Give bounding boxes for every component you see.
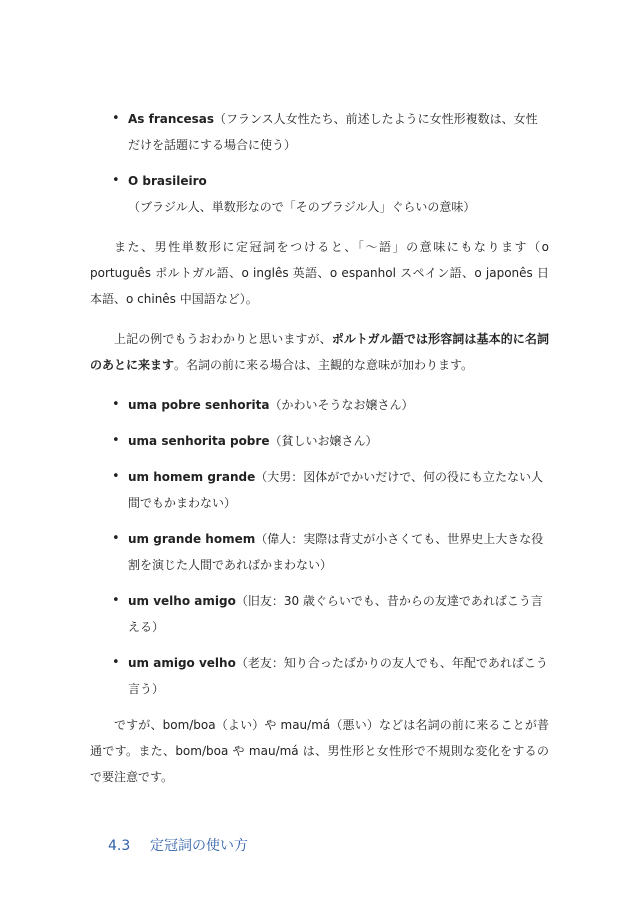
bullet-icon: • [112,593,120,608]
bullet-icon: • [112,397,120,412]
section-title: 定冠詞の使い方 [150,838,248,854]
list-item [90,392,549,418]
section-number: 4.3 [108,838,131,854]
list-item [90,464,549,516]
paragraph-bom-mau: ですが、bom/boa（よい）や mau/má（悪い）などは名詞の前に来ることが普通です。また、bom/boa や mau/má は、男性形と女性形で不規則な変化をするので要注意です。 [90,718,549,784]
list-item [90,526,549,578]
list-item [90,168,549,220]
example-description: （旧友：30 歳ぐらいでも、昔からの友達であればこう言える） [128,594,543,634]
example-description: （フランス人女性たち、前述したように女性形複数は、女性だけを話題にする場合に使う） [128,112,538,152]
paragraph-language-names: また、男性単数形に定冠詞をつけると、「～語」の意味にもなります（o português ポルトガル語、o inglês 英語、o espanhol スペイン語、o japonês 日本語、o chinês 中国語など）。 [90,240,549,306]
bullet-icon: • [112,655,120,670]
paragraph-adjective-position [90,326,549,378]
example-term: uma pobre senhorita [128,398,270,412]
paragraph-emphasis: ポルトガル語では形容詞は基本的に名詞のあとに来ます [90,332,549,372]
bullet-icon: • [112,531,120,546]
example-description: （貧しいお嬢さん） [269,434,378,448]
example-term: um homem grande [128,470,256,484]
bullet-icon: • [112,173,120,188]
example-term: O brasileiro [128,174,207,188]
list-item [90,428,549,454]
example-term: As francesas [128,112,215,126]
example-term: um grande homem [128,532,256,546]
paragraph-text: 。名詞の前に来る場合は、主観的な意味が加わります。 [174,358,474,372]
example-term: um velho amigo [128,594,236,608]
list-item [90,106,549,158]
example-description: （大男：図体がでかいだけで、何の役にも立たない人間でもかまわない） [128,470,543,510]
section-heading [90,836,549,856]
bullet-icon: • [112,111,120,126]
bullet-icon: • [112,469,120,484]
example-description: （かわいそうなお嬢さん） [269,398,414,412]
paragraph-text: 上記の例でもうおわかりと思いますが、 [114,332,332,346]
bullet-icon: • [112,433,120,448]
example-description: （老友：知り合ったばかりの友人でも、年配であればこう言う） [128,656,548,696]
bullet-list-top [90,106,549,220]
example-term: um amigo velho [128,656,236,670]
example-term: uma senhorita pobre [128,434,270,448]
example-description: （ブラジル人、単数形なので「そのブラジル人」ぐらいの意味） [128,200,476,214]
list-item [90,588,549,640]
bullet-list-examples [90,392,549,702]
list-item [90,650,549,702]
example-description: （偉人：実際は背丈が小さくても、世界史上大きな役割を演じた人間であればかまわない） [128,532,544,572]
